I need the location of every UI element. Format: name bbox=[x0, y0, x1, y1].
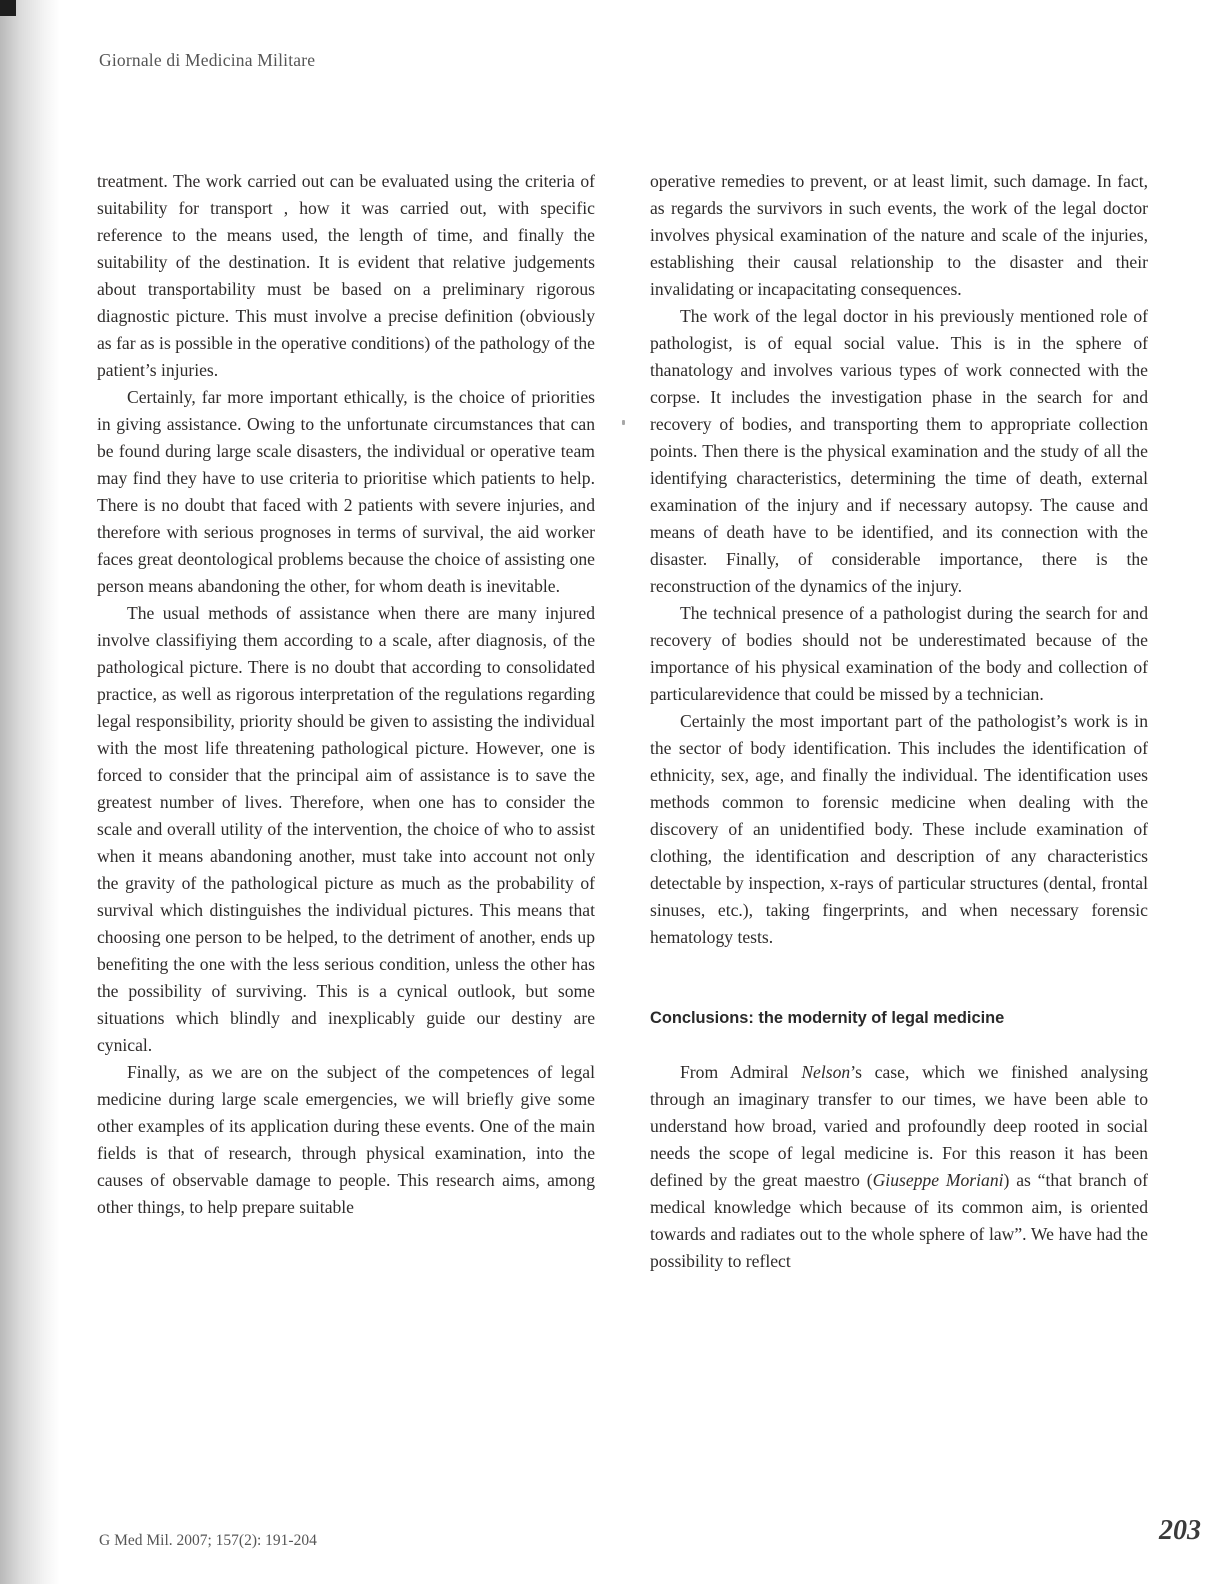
paragraph: Finally, as we are on the subject of the competences of legal medicine during large scale emergencies, we will briefly give some other examples of its application during these events. One of the main fields is that of research, through physical examination, into the causes of observable damage to people. This research aims, among other things, to help prepare suitable bbox=[97, 1062, 595, 1217]
moriani-name: Giuseppe Moriani bbox=[872, 1170, 1004, 1190]
page-binding-shadow bbox=[0, 0, 60, 1584]
paragraph: Certainly, far more important ethically, is the choice of priorities in giving assistance. Owing to the unfortunate circumstances that can be found during large scale disasters, the individual or operative team may find they have to use criteria to prioritise which patients to help. There is no doubt that faced with 2 patients with severe injuries, and therefore with serious prognoses in terms of survival, the aid worker faces great deontological problems because the choice of assisting one person means abandoning the other, for whom death is inevitable. bbox=[97, 387, 595, 596]
conclusion-text: ’s case, which we finished analysing through an imaginary transfer to our times, we have been able to understand how broad, varied and profoundly deep rooted in social needs the scope of legal medicine is. For this reason it has been defined by the great maestro ( bbox=[650, 1062, 1148, 1190]
paragraph: Certainly the most important part of the pathologist’s work is in the sector of body identification. This includes the identification of ethnicity, sex, age, and finally the individual. The identification uses methods common to forensic medicine when dealing with the discovery of an unidentified body. These include examination of clothing, the identification and description of any characteristics detectable by inspection, x-rays of particular structures (dental, frontal sinuses, etc.), taking fingerprints, and when necessary forensic hematology tests. bbox=[650, 711, 1148, 947]
footer-citation: G Med Mil. 2007; 157(2): 191-204 bbox=[99, 1532, 317, 1549]
paragraph: The technical presence of a pathologist during the search for and recovery of bodies should not be underestimated because of the importance of his physical examination of the body and collection of particularevidence that could be missed by a technician. bbox=[650, 603, 1148, 704]
left-column bbox=[97, 168, 595, 1221]
conclusion-paragraph bbox=[650, 1059, 1148, 1275]
nelson-name: Nelson bbox=[801, 1062, 851, 1082]
right-column bbox=[650, 168, 1148, 1275]
paragraph: treatment. The work carried out can be evaluated using the criteria of suitability for transport , how it was carried out, with specific reference to the means used, the length of time, and finally the suitability of the destination. It is evident that relative judgements about transportability must be based on a preliminary rigorous diagnostic picture. This must involve a precise definition (obviously as far as is possible in the operative conditions) of the pathology of the patient’s injuries. bbox=[97, 171, 595, 380]
page-number: 203 bbox=[1159, 1515, 1201, 1546]
conclusion-text: From Admiral bbox=[680, 1062, 802, 1082]
paragraph: The work of the legal doctor in his previously mentioned role of pathologist, is of equal social value. This is in the sphere of thanatology and involves various types of work connected with the corpse. It includes the investigation phase in the search for and recovery of bodies, and transporting them to appropriate collection points. Then there is the physical examination and the study of all the identifying characteristics, determining the time of death, external examination of the injury and if necessary autopsy. The cause and means of death have to be identified, and its connection with the disaster. Finally, of considerable importance, there is the reconstruction of the dynamics of the injury. bbox=[650, 306, 1148, 596]
scan-speck bbox=[622, 420, 625, 425]
running-head: Giornale di Medicina Militare bbox=[99, 50, 316, 70]
scan-corner-mark bbox=[0, 0, 16, 16]
section-heading: Conclusions: the modernity of legal medicine bbox=[650, 1009, 1005, 1027]
conclusion-text: ) as “that branch of medical knowledge which because of its common aim, is oriented towards and radiates out to the whole sphere of law”. We have had the possibility to reflect bbox=[650, 1170, 1148, 1271]
paragraph: The usual methods of assistance when there are many injured involve classifiying them according to a scale, after diagnosis, of the pathological picture. There is no doubt that according to consolidated practice, as well as rigorous interpretation of the regulations regarding legal responsibility, priority should be given to assisting the individual with the most life threatening pathological picture. However, one is forced to consider that the principal aim of assistance is to save the greatest number of lives. Therefore, when one has to consider the scale and overall utility of the intervention, the choice of who to assist when it means abandoning another, must take into account not only the gravity of the pathological picture as much as the probability of survival which distinguishes the individual pictures. This means that choosing one person to be helped, to the detriment of another, ends up benefiting the one with the less serious condition, unless the other has the possibility of surviving. This is a cynical outlook, but some situations which blindly and inexplicably guide our destiny are cynical. bbox=[97, 603, 595, 1055]
paragraph: operative remedies to prevent, or at least limit, such damage. In fact, as regards the survivors in such events, the work of the legal doctor involves physical examination of the nature and scale of the injuries, establishing their causal relationship to the disaster and their invalidating or incapacitating consequences. bbox=[650, 171, 1148, 299]
